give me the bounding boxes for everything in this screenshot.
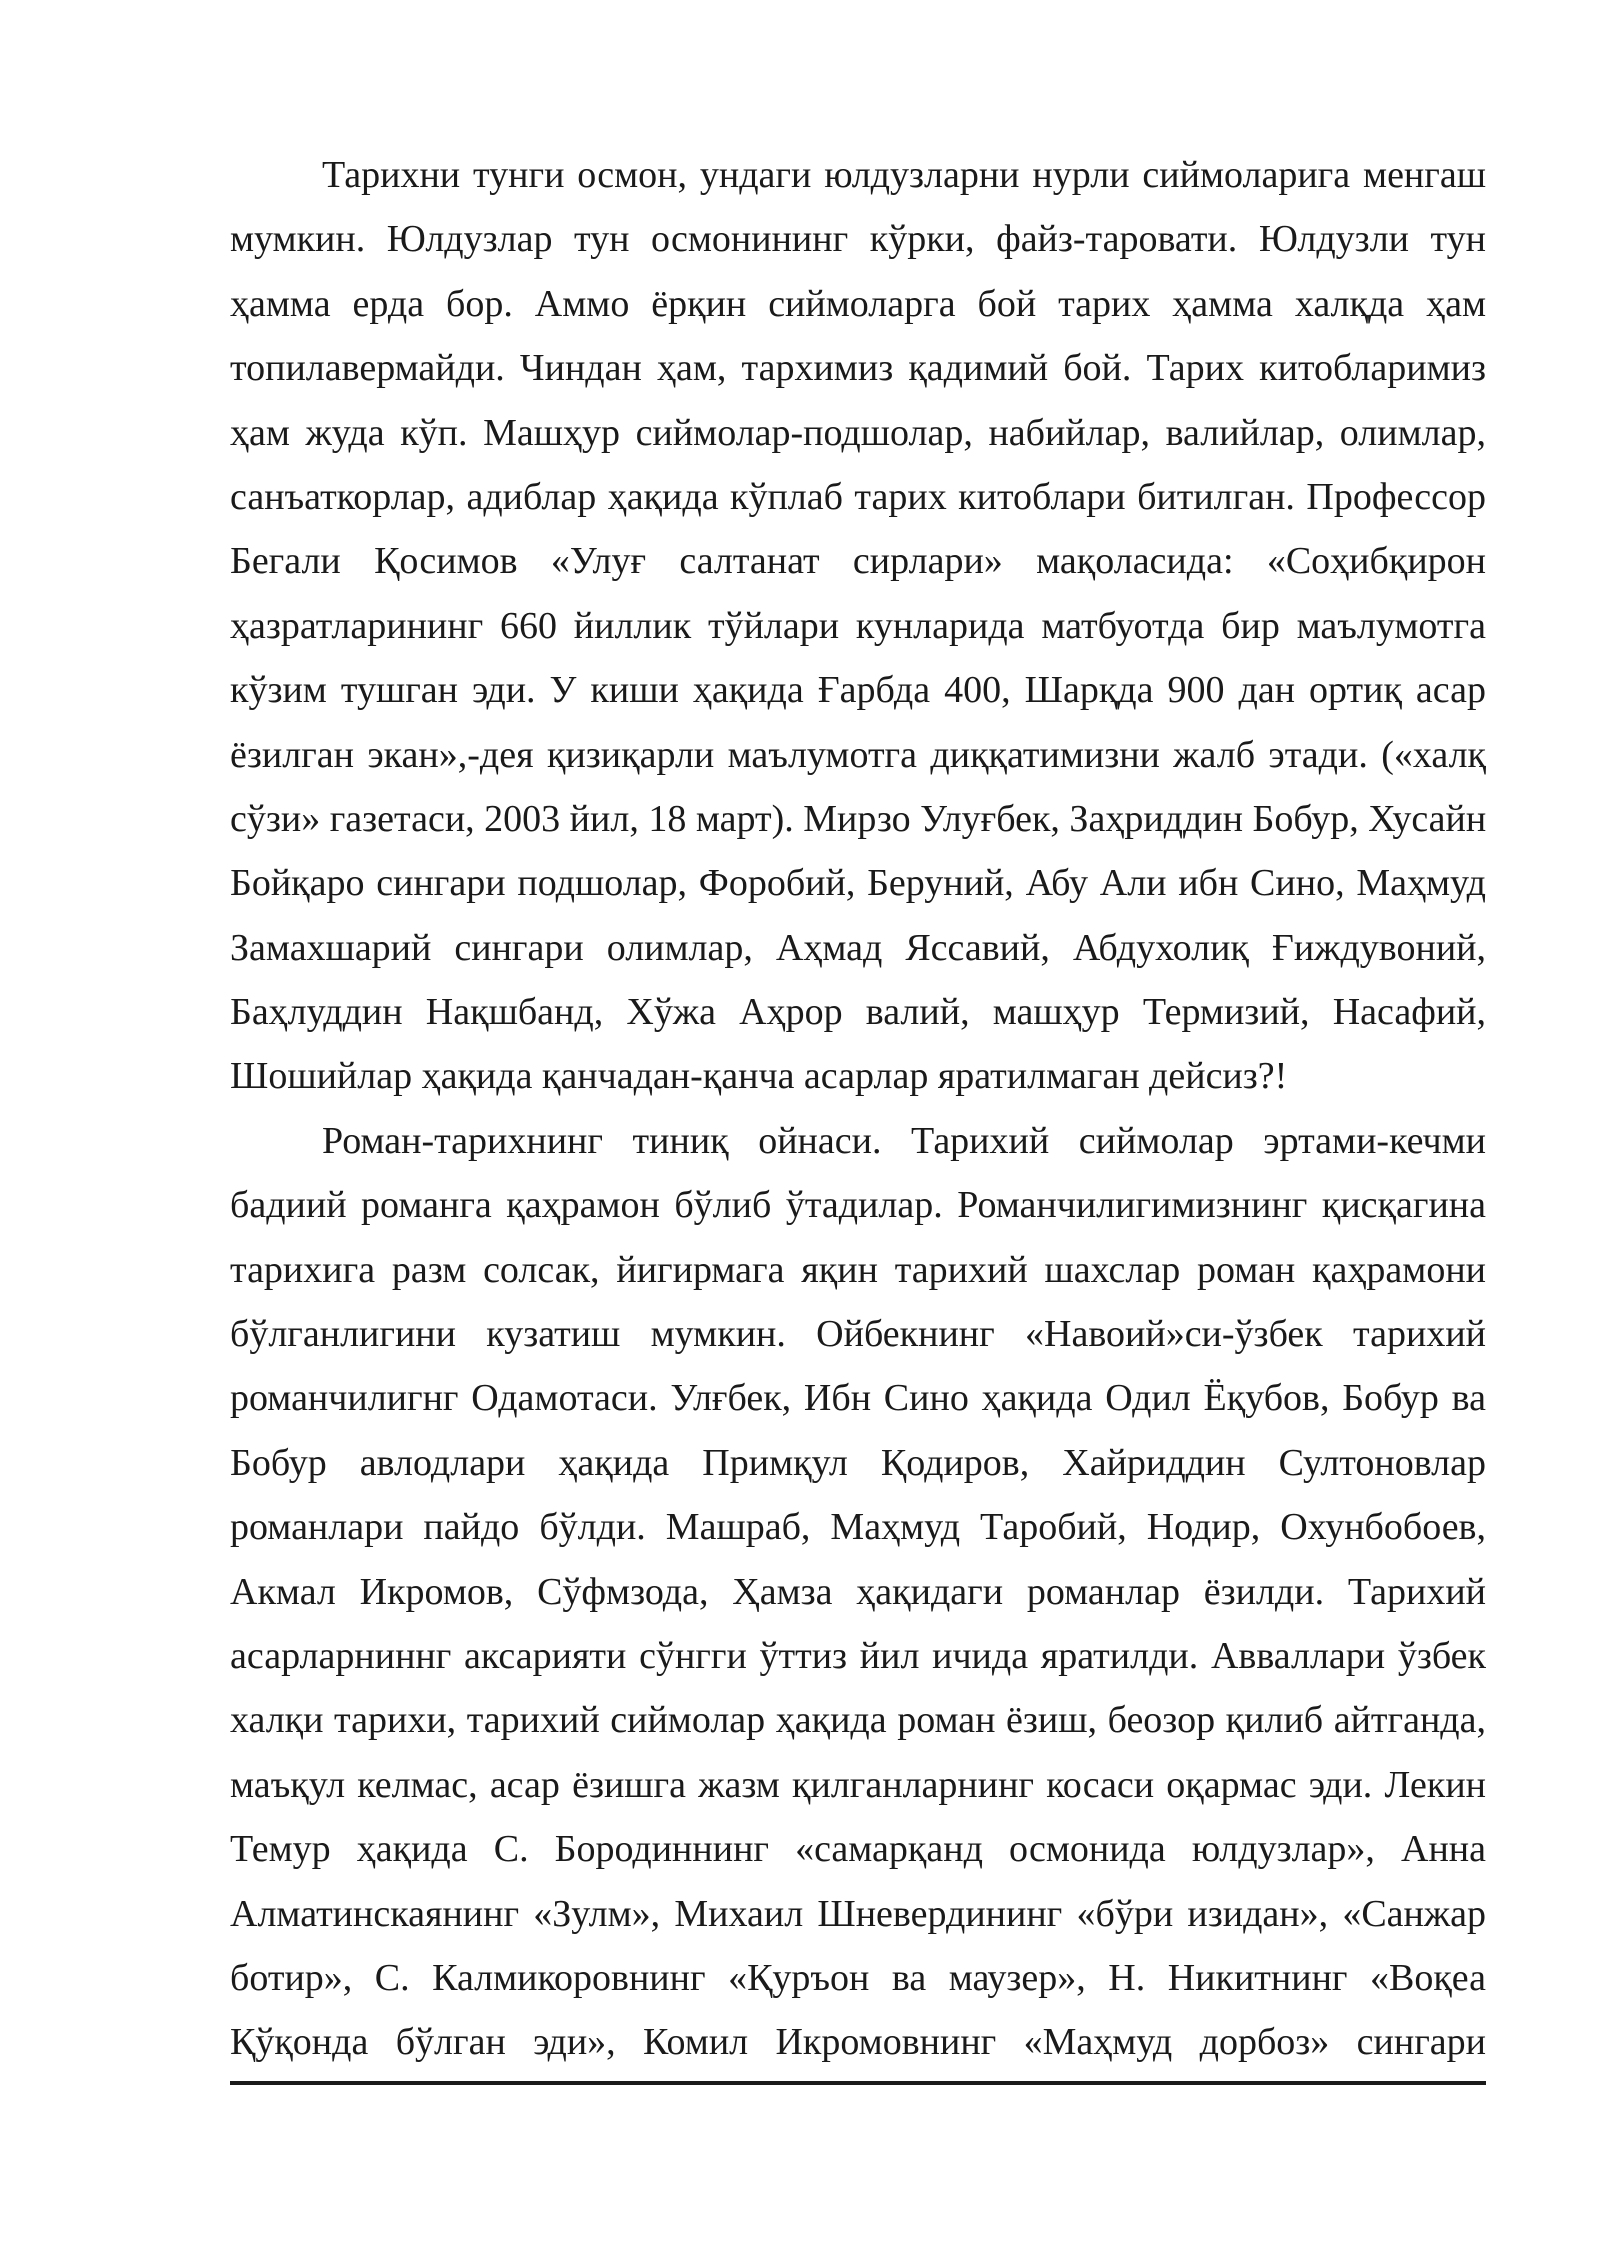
paragraph-1: [230, 143, 1486, 1109]
text-line: ҳазратларининг 660 йиллик тўйлари кунларида матбуотда бир маълумотга: [230, 604, 1486, 647]
text-line: Роман-тарихнинг тиниқ ойнаси. Тарихий сиймолар эртами-кечми: [322, 1119, 1486, 1162]
text-line: ботир», С. Калмикоровнинг «Қуръон ва маузер», Н. Никитнинг «Воқеа: [230, 1956, 1486, 1999]
text-line: Бегали Қосимов «Улуғ салтанат сирлари» мақоласида: «Соҳибқирон: [230, 540, 1486, 583]
text-line: Бойқаро сингари подшолар, Форобий, Беруний, Абу Али ибн Сино, Маҳмуд: [230, 862, 1486, 905]
document-body: [230, 143, 1486, 2075]
text-line: Шошийлар ҳақида қанчадан-қанча асарлар яратилмаган дейсиз?!: [230, 1055, 1288, 1098]
text-line: ҳамма ерда бор. Аммо ёрқин сиймоларга бой тарих ҳамма халқда ҳам: [230, 282, 1486, 325]
text-line: сўзи» газетаси, 2003 йил, 18 март). Мирзо Улуғбек, Заҳриддин Бобур, Хусайн: [230, 797, 1486, 840]
text-line: халқи тарихи, тарихий сиймолар ҳақида роман ёзиш, беозор қилиб айтганда,: [230, 1699, 1486, 1742]
text-line: романчилигнг Одамотаси. Улғбек, Ибн Сино ҳақида Одил Ёқубов, Бобур ва: [230, 1377, 1486, 1420]
text-line: Замахшарий сингари олимлар, Аҳмад Яссавий, Абдухолиқ Ғиждувоний,: [230, 926, 1486, 969]
text-line: Темур ҳақида С. Бородиннинг «самарқанд осмонида юлдузлар», Анна: [230, 1828, 1486, 1871]
text-line: кўзим тушган эди. У киши ҳақида Ғарбда 400, Шарқда 900 дан ортиқ асар: [230, 669, 1486, 712]
footnote-separator-rule: [230, 2081, 1486, 2085]
text-line: тарихига разм солсак, йигирмага яқин тарихий шахслар роман қаҳрамони: [230, 1248, 1486, 1291]
text-line: Қўқонда бўлган эди», Комил Икромовнинг «Маҳмуд дорбоз» сингари: [230, 2021, 1486, 2064]
text-line: романлари пайдо бўлди. Машраб, Маҳмуд Таробий, Нодир, Охунбобоев,: [230, 1506, 1486, 1549]
paragraph-2: [230, 1109, 1486, 2075]
text-line: ёзилган экан»,-дея қизиқарли маълумотга диққатимизни жалб этади. («халқ: [230, 733, 1486, 776]
text-line: ҳам жуда кўп. Машҳур сиймолар-подшолар, набийлар, валийлар, олимлар,: [230, 411, 1486, 454]
text-line: Алматинскаянинг «Зулм», Михаил Шневердининг «бўри изидан», «Санжар: [230, 1892, 1486, 1935]
text-line: Тарихни тунги осмон, ундаги юлдузларни нурли сиймоларига менгаш: [322, 154, 1486, 196]
text-line: маъқул келмас, асар ёзишга жазм қилганларнинг косаси оқармас эди. Лекин: [230, 1763, 1486, 1806]
text-line: Акмал Икромов, Сўфмзода, Ҳамза ҳақидаги романлар ёзилди. Тарихий: [230, 1570, 1486, 1613]
text-line: Бобур авлодлари ҳақида Примқул Қодиров, Хайриддин Султоновлар: [230, 1441, 1486, 1484]
text-line: бадиий романга қаҳрамон бўлиб ўтадилар. Романчилигимизнинг қисқагина: [230, 1184, 1486, 1227]
text-line: Баҳлуддин Нақшбанд, Хўжа Аҳрор валий, машҳур Термизий, Насафий,: [230, 991, 1486, 1034]
text-line: санъаткорлар, адиблар ҳақида кўплаб тарих китоблари битилган. Профессор: [230, 475, 1486, 518]
text-line: бўлганлигини кузатиш мумкин. Ойбекнинг «Навоий»си-ўзбек тарихий: [230, 1313, 1486, 1356]
text-line: топилавермайди. Чиндан ҳам, тархимиз қадимий бой. Тарих китобларимиз: [230, 347, 1486, 390]
text-line: асарларниннг аксарияти сўнгги ўттиз йил ичида яратилди. Авваллари ўзбек: [230, 1634, 1486, 1677]
text-line: мумкин. Юлдузлар тун осмонининг кўрки, файз-таровати. Юлдузли тун: [230, 218, 1486, 261]
